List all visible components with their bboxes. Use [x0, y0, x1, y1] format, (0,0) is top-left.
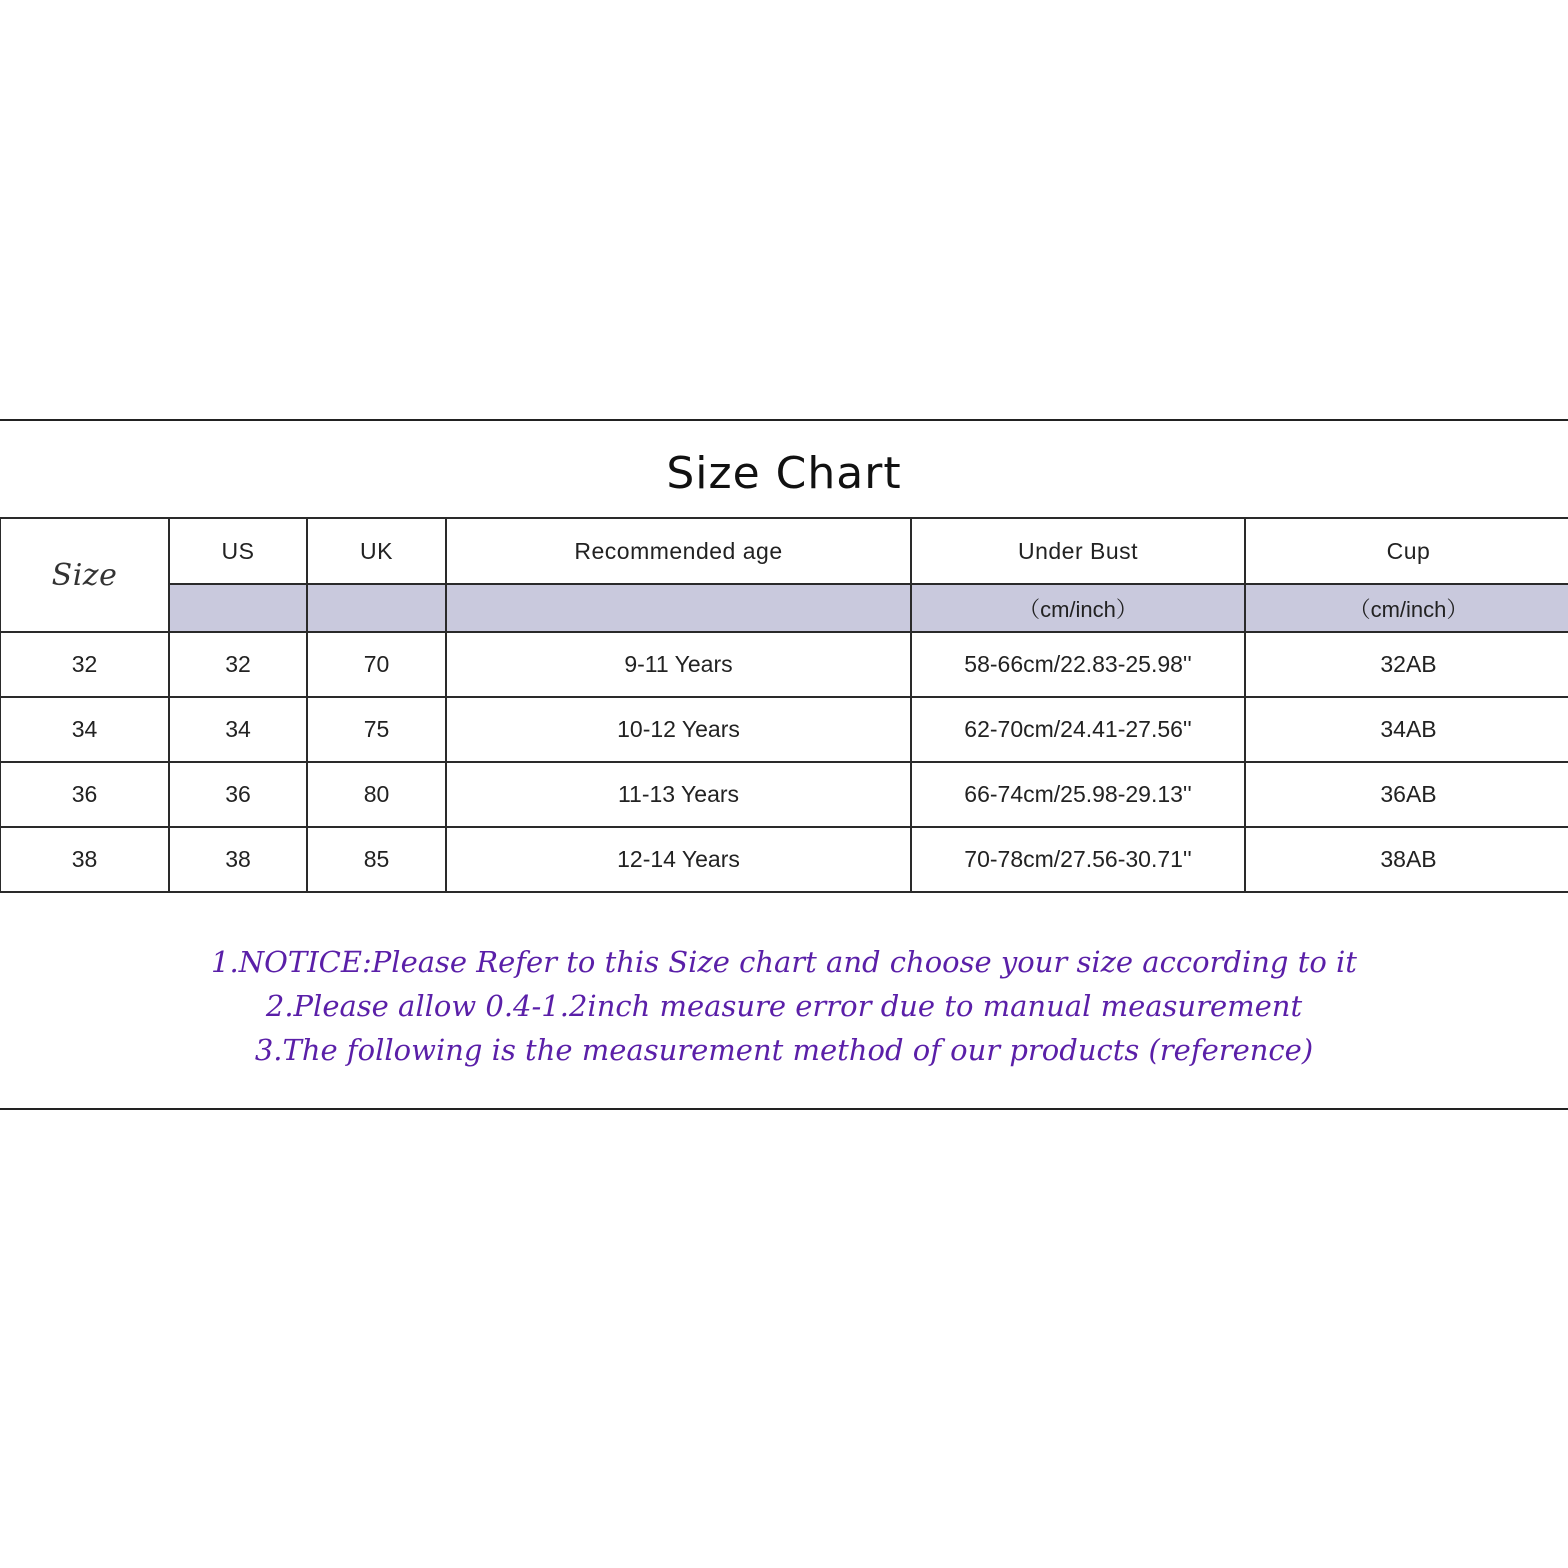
chart-title: Size Chart: [666, 448, 902, 499]
unit-cell-recommended-age: [446, 584, 911, 632]
table-row: [0, 632, 1568, 697]
size-table: [0, 517, 1568, 893]
column-header-under-bust: Under Bust: [911, 518, 1245, 584]
cell-size: 32: [0, 632, 169, 697]
cell-recommended-age: 11-13 Years: [446, 762, 911, 827]
column-header-cup: Cup: [1245, 518, 1568, 584]
cell-size: 36: [0, 762, 169, 827]
unit-cell-cup: （cm/inch）: [1245, 584, 1568, 632]
cell-us: 34: [169, 697, 307, 762]
cell-uk: 75: [307, 697, 446, 762]
unit-cell-uk: [307, 584, 446, 632]
cell-recommended-age: 12-14 Years: [446, 827, 911, 892]
note-line: 3.The following is the measurement method of our products (reference): [254, 1033, 1314, 1067]
cell-us: 36: [169, 762, 307, 827]
unit-row: [0, 584, 1568, 632]
column-header-uk: UK: [307, 518, 446, 584]
unit-cell-under-bust: （cm/inch）: [911, 584, 1245, 632]
table-row: [0, 827, 1568, 892]
cell-uk: 80: [307, 762, 446, 827]
cell-cup: 34AB: [1245, 697, 1568, 762]
cell-cup: 38AB: [1245, 827, 1568, 892]
cell-under-bust: 66-74cm/25.98-29.13'': [911, 762, 1245, 827]
cell-size: 34: [0, 697, 169, 762]
note-line: 1.NOTICE:Please Refer to this Size chart and choose your size according to it: [211, 945, 1357, 979]
cell-us: 32: [169, 632, 307, 697]
cell-uk: 85: [307, 827, 446, 892]
cell-recommended-age: 10-12 Years: [446, 697, 911, 762]
notes-block: [0, 940, 1568, 1072]
table-row: [0, 697, 1568, 762]
cell-us: 38: [169, 827, 307, 892]
unit-cell-us: [169, 584, 307, 632]
cell-under-bust: 62-70cm/24.41-27.56'': [911, 697, 1245, 762]
column-header-us: US: [169, 518, 307, 584]
cell-recommended-age: 9-11 Years: [446, 632, 911, 697]
cell-size: 38: [0, 827, 169, 892]
cell-uk: 70: [307, 632, 446, 697]
column-header-recommended-age: Recommended age: [446, 518, 911, 584]
note-line: 2.Please allow 0.4-1.2inch measure error due to manual measurement: [265, 989, 1303, 1023]
cell-cup: 32AB: [1245, 632, 1568, 697]
cell-under-bust: 58-66cm/22.83-25.98'': [911, 632, 1245, 697]
table-row: [0, 762, 1568, 827]
bottom-rule: [0, 1108, 1568, 1110]
cell-cup: 36AB: [1245, 762, 1568, 827]
top-rule: [0, 419, 1568, 421]
cell-under-bust: 70-78cm/27.56-30.71'': [911, 827, 1245, 892]
header-row: [0, 518, 1568, 584]
column-header-size: Size: [0, 518, 169, 632]
